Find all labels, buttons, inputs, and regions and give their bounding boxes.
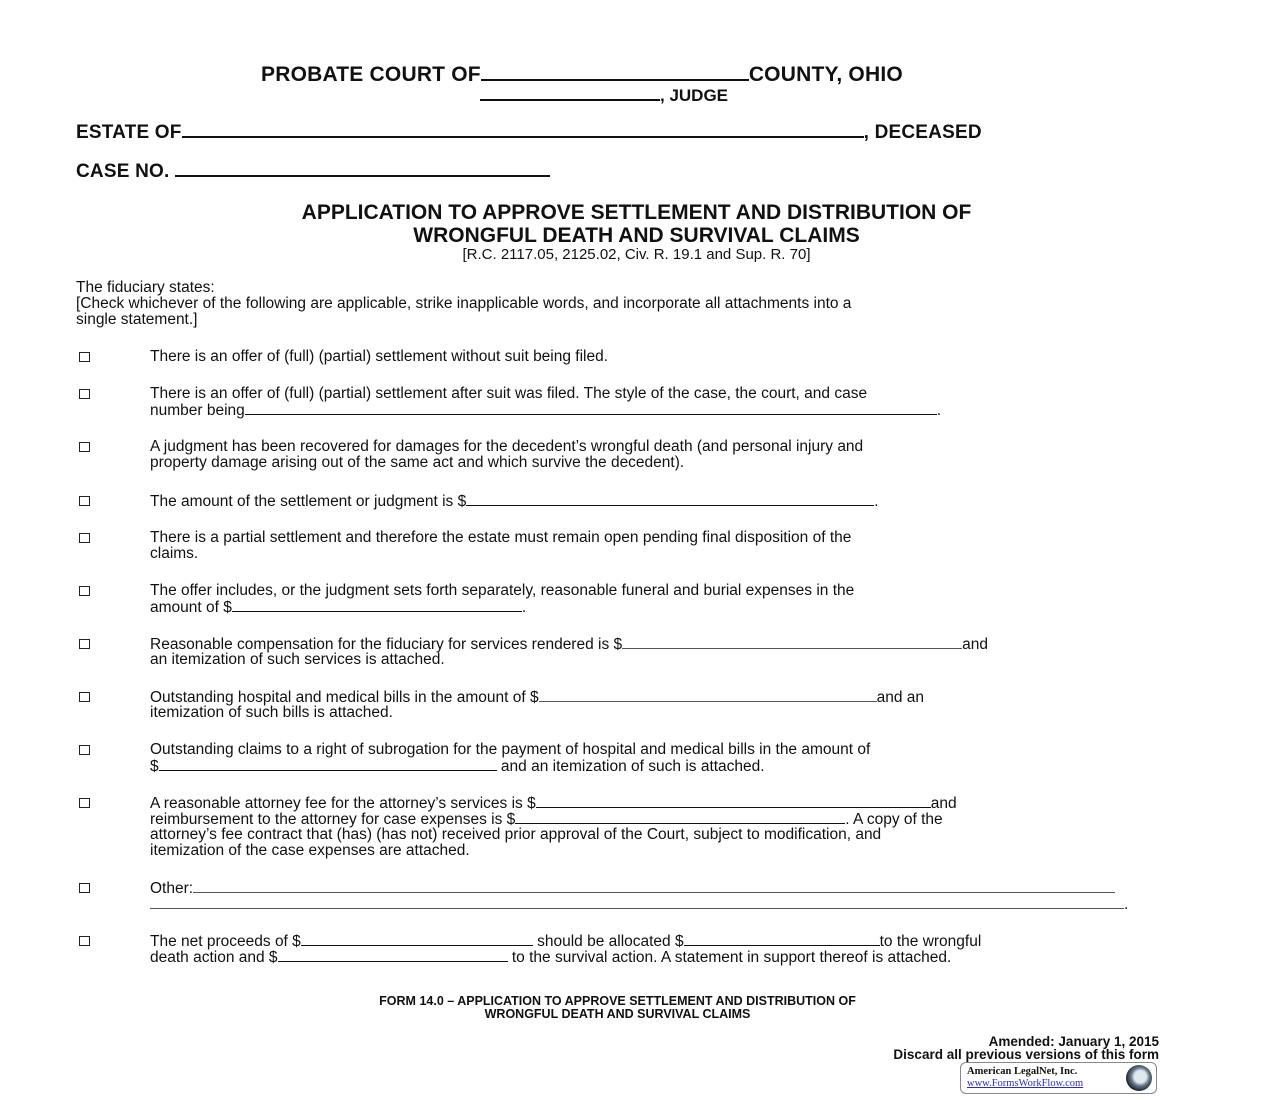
item-offer-after-suit-line2	[150, 402, 941, 419]
label: number being	[150, 402, 245, 419]
subrogation-amount-blank[interactable]	[159, 758, 497, 771]
item-fiduciary-line2: an itemization of such services is attached.	[150, 651, 445, 668]
label: death action and $	[150, 949, 278, 966]
checkbox-other[interactable]	[79, 883, 90, 893]
item-attorney-line3: attorney’s fee contract that (has) (has not) received prior approval of the Court, subject to modification, and	[150, 826, 882, 843]
funeral-amount-blank[interactable]	[232, 599, 522, 612]
item-judgment-line2: property damage arising out of the same act and which survive the decedent).	[150, 454, 685, 471]
checkbox-offer-after-suit[interactable]	[79, 389, 90, 399]
intro-line1: The fiduciary states:	[76, 279, 215, 296]
county-blank[interactable]	[481, 67, 749, 81]
case-style-blank[interactable]	[245, 402, 937, 415]
form-footer-line2: WRONGFUL DEATH AND SURVIVAL CLAIMS	[484, 1007, 751, 1021]
item-partial-line1: There is a partial settlement and therefore the estate must remain open pending final disposition of the	[150, 529, 852, 546]
checkbox-offer-without-suit[interactable]	[79, 352, 90, 362]
case-no-line	[76, 161, 550, 183]
medical-bills-blank[interactable]	[539, 689, 877, 702]
document-title-line2: WRONGFUL DEATH AND SURVIVAL CLAIMS	[413, 224, 860, 247]
estate-line	[76, 122, 982, 144]
item-funeral-line2	[150, 599, 526, 616]
item-partial-line2: claims.	[150, 545, 199, 562]
checkbox-funeral-expenses[interactable]	[79, 586, 90, 596]
estate-suffix: , DECEASED	[863, 122, 982, 143]
other-blank-1[interactable]	[193, 880, 1115, 893]
judge-suffix: , JUDGE	[660, 86, 729, 105]
label-and: and	[962, 636, 989, 653]
checkbox-judgment-recovered[interactable]	[79, 442, 90, 452]
case-no-blank[interactable]	[175, 163, 550, 177]
item-offer-after-suit-line1: There is an offer of (full) (partial) settlement after suit was filed. The style of the case, the court, and case	[150, 385, 868, 402]
checkbox-subrogation[interactable]	[79, 745, 90, 755]
case-no-label: CASE NO.	[76, 161, 170, 182]
judge-line	[480, 85, 728, 106]
net-proceeds-blank[interactable]	[301, 933, 533, 946]
label: $	[150, 758, 159, 775]
checkbox-fiduciary-compensation[interactable]	[79, 639, 90, 649]
amended-date: Amended: January 1, 2015	[988, 1034, 1159, 1049]
item-settlement-amount	[150, 493, 879, 510]
fiduciary-compensation-blank[interactable]	[622, 636, 962, 649]
case-expenses-blank[interactable]	[515, 811, 845, 824]
item-attorney-line1	[150, 795, 957, 812]
judge-blank[interactable]	[480, 85, 660, 101]
label-and: and	[930, 795, 957, 812]
label: The amount of the settlement or judgment is $	[150, 493, 467, 510]
court-prefix: PROBATE COURT OF	[261, 63, 481, 86]
label: Outstanding hospital and medical bills in the amount of $	[150, 689, 539, 706]
item-net-proceeds-line2	[150, 949, 951, 966]
form-footer-line1: FORM 14.0 – APPLICATION TO APPROVE SETTLEMENT AND DISTRIBUTION OF	[379, 994, 856, 1008]
intro-line3: single statement.]	[76, 311, 198, 328]
document-title-line1: APPLICATION TO APPROVE SETTLEMENT AND DISTRIBUTION OF	[301, 201, 972, 224]
checkbox-attorney-fee[interactable]	[79, 798, 90, 808]
item-other-line2	[150, 896, 1128, 913]
label: Other:	[150, 880, 194, 897]
item-offer-without-suit: There is an offer of (full) (partial) settlement without suit being filed.	[150, 348, 609, 365]
wrongful-death-allocation-blank[interactable]	[684, 933, 880, 946]
item-medical-line2: itemization of such bills is attached.	[150, 704, 393, 721]
checkbox-net-proceeds[interactable]	[79, 936, 90, 946]
label: amount of $	[150, 599, 232, 616]
estate-prefix: ESTATE OF	[76, 122, 182, 143]
checkbox-settlement-amount[interactable]	[79, 496, 90, 506]
item-net-proceeds-line1	[150, 933, 981, 950]
punct: .	[521, 599, 527, 616]
label: reimbursement to the attorney for case expenses is $	[150, 811, 516, 828]
survival-allocation-blank[interactable]	[278, 949, 508, 962]
settlement-amount-blank[interactable]	[466, 493, 874, 506]
label-rest: . A copy of the	[845, 811, 943, 828]
item-attorney-line4: itemization of the case expenses are attached.	[150, 842, 470, 859]
punct: .	[936, 402, 942, 419]
label-rest: to the survival action. A statement in support thereof is attached.	[507, 949, 952, 966]
punct: .	[874, 493, 879, 510]
logo-url-link[interactable]: www.FormsWorkFlow.com	[967, 1078, 1084, 1089]
label-rest: and an itemization of such is attached.	[496, 758, 765, 775]
item-funeral-line1: The offer includes, or the judgment sets forth separately, reasonable funeral and burial expenses in the	[150, 582, 855, 599]
label-and-an: and an	[876, 689, 925, 706]
label-allocated: should be allocated $	[532, 933, 684, 950]
statute-citation: [R.C. 2117.05, 2125.02, Civ. R. 19.1 and Sup. R. 70]	[462, 246, 811, 263]
other-blank-2[interactable]	[150, 896, 1124, 909]
label: Reasonable compensation for the fiduciary for services rendered is $	[150, 636, 623, 653]
estate-blank[interactable]	[182, 124, 864, 138]
checkbox-medical-bills[interactable]	[79, 692, 90, 702]
intro-line2: [Check whichever of the following are applicable, strike inapplicable words, and incorporate all attachments into a	[76, 295, 852, 312]
globe-icon	[1126, 1065, 1152, 1091]
discard-notice: Discard all previous versions of this form	[893, 1047, 1159, 1062]
label: A reasonable attorney fee for the attorney’s services is $	[150, 795, 536, 812]
court-suffix: COUNTY, OHIO	[748, 63, 903, 86]
punct: .	[1124, 896, 1129, 913]
item-other-line1	[150, 880, 1115, 897]
logo-company-name: American LegalNet, Inc.	[967, 1066, 1078, 1077]
checkbox-partial-settlement[interactable]	[79, 533, 90, 543]
item-subrogation-line2	[150, 758, 765, 775]
item-subrogation-line1: Outstanding claims to a right of subrogation for the payment of hospital and medical bills in the amount of	[150, 741, 871, 758]
label: The net proceeds of $	[150, 933, 301, 950]
court-line	[261, 63, 903, 87]
attorney-fee-blank[interactable]	[536, 795, 931, 808]
item-judgment-line1: A judgment has been recovered for damages for the decedent’s wrongful death (and personal injury and	[150, 438, 864, 455]
american-legalnet-logo[interactable]	[960, 1062, 1157, 1094]
label-wrongful: to the wrongful	[879, 933, 982, 950]
